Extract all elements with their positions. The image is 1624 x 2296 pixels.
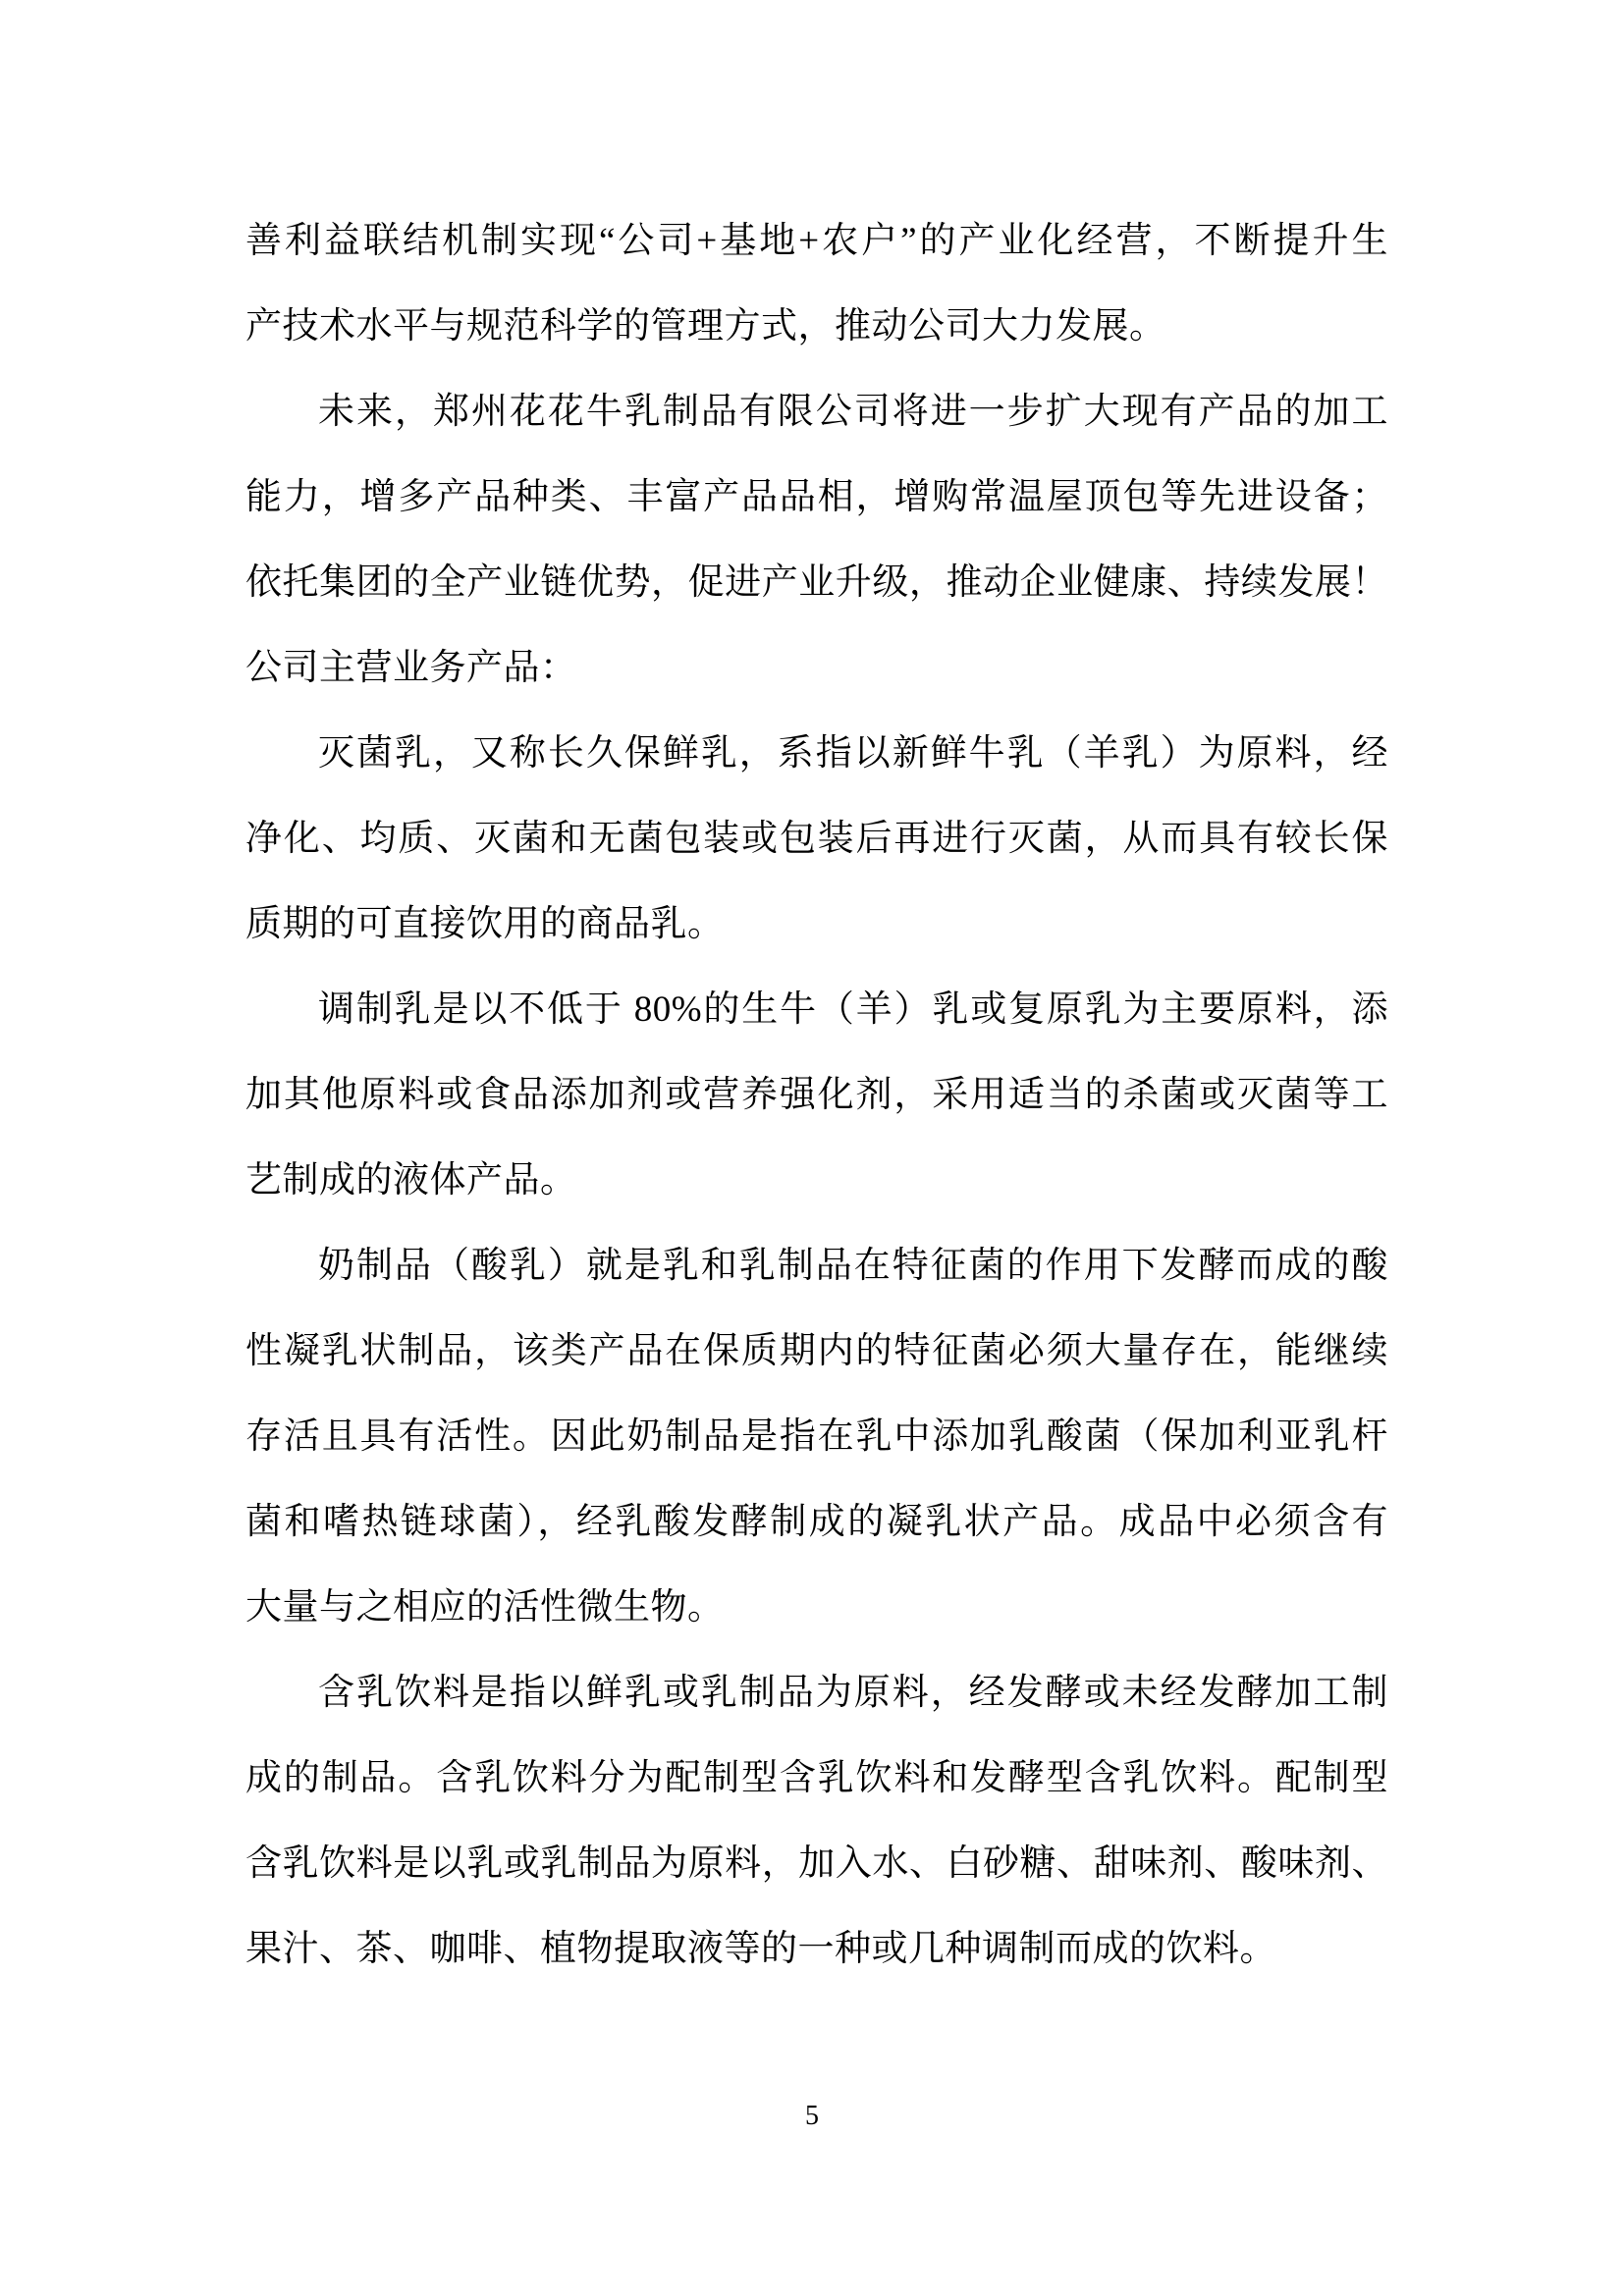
text-line: 产技术水平与规范科学的管理方式，推动公司大力发展。: [245, 306, 1166, 347]
text-line: 善利益联结机制实现“公司+基地+农户”的产业化经营，不断提升生: [245, 221, 1388, 261]
paragraph: [245, 198, 1388, 369]
text-line: 调制乳是以不低于 80%的生牛（羊）乳或复原乳为主要原料，添: [318, 989, 1388, 1030]
text-line: 大量与之相应的活性微生物。: [245, 1587, 725, 1628]
text-line: 果汁、茶、咖啡、植物提取液等的一种或几种调制而成的饮料。: [245, 1929, 1276, 1969]
paragraph: [245, 967, 1388, 1223]
text-line: 艺制成的液体产品。: [245, 1160, 577, 1201]
paragraph: [245, 1223, 1388, 1650]
paragraph: [245, 711, 1388, 967]
text-line: 加其他原料或食品添加剂或营养强化剂，采用适当的杀菌或灭菌等工: [245, 1075, 1388, 1115]
text-line: 存活且具有活性。因此奶制品是指在乳中添加乳酸菌（保加利亚乳杆: [245, 1416, 1388, 1457]
text-line: 菌和嗜热链球菌），经乳酸发酵制成的凝乳状产品。成品中必须含有: [245, 1502, 1388, 1542]
paragraph: [245, 1650, 1388, 1992]
text-line: 依托集团的全产业链优势，促进产业升级，推动企业健康、持续发展！: [245, 562, 1388, 603]
text-line: 公司主营业务产品：: [245, 648, 577, 688]
text-line: 奶制品（酸乳）就是乳和乳制品在特征菌的作用下发酵而成的酸: [318, 1246, 1388, 1286]
text-line: 性凝乳状制品，该类产品在保质期内的特征菌必须大量存在，能继续: [245, 1331, 1388, 1371]
page-footer: [0, 2097, 1624, 2136]
paragraph: [245, 369, 1388, 711]
text-line: 含乳饮料是指以鲜乳或乳制品为原料，经发酵或未经发酵加工制: [318, 1673, 1388, 1713]
text-line: 成的制品。含乳饮料分为配制型含乳饮料和发酵型含乳饮料。配制型: [245, 1758, 1388, 1798]
page-body-text: [245, 198, 1388, 1992]
text-line: 灭菌乳，又称长久保鲜乳，系指以新鲜牛乳（羊乳）为原料，经: [318, 733, 1388, 774]
text-line: 未来，郑州花花牛乳制品有限公司将进一步扩大现有产品的加工: [318, 392, 1388, 432]
text-line: 质期的可直接饮用的商品乳。: [245, 904, 725, 944]
page-number: 5: [805, 2101, 819, 2131]
text-line: 能力，增多产品种类、丰富产品品相，增购常温屋顶包等先进设备；: [245, 477, 1388, 517]
text-line: 含乳饮料是以乳或乳制品为原料，加入水、白砂糖、甜味剂、酸味剂、: [245, 1843, 1388, 1884]
text-line: 净化、均质、灭菌和无菌包装或包装后再进行灭菌，从而具有较长保: [245, 819, 1388, 859]
